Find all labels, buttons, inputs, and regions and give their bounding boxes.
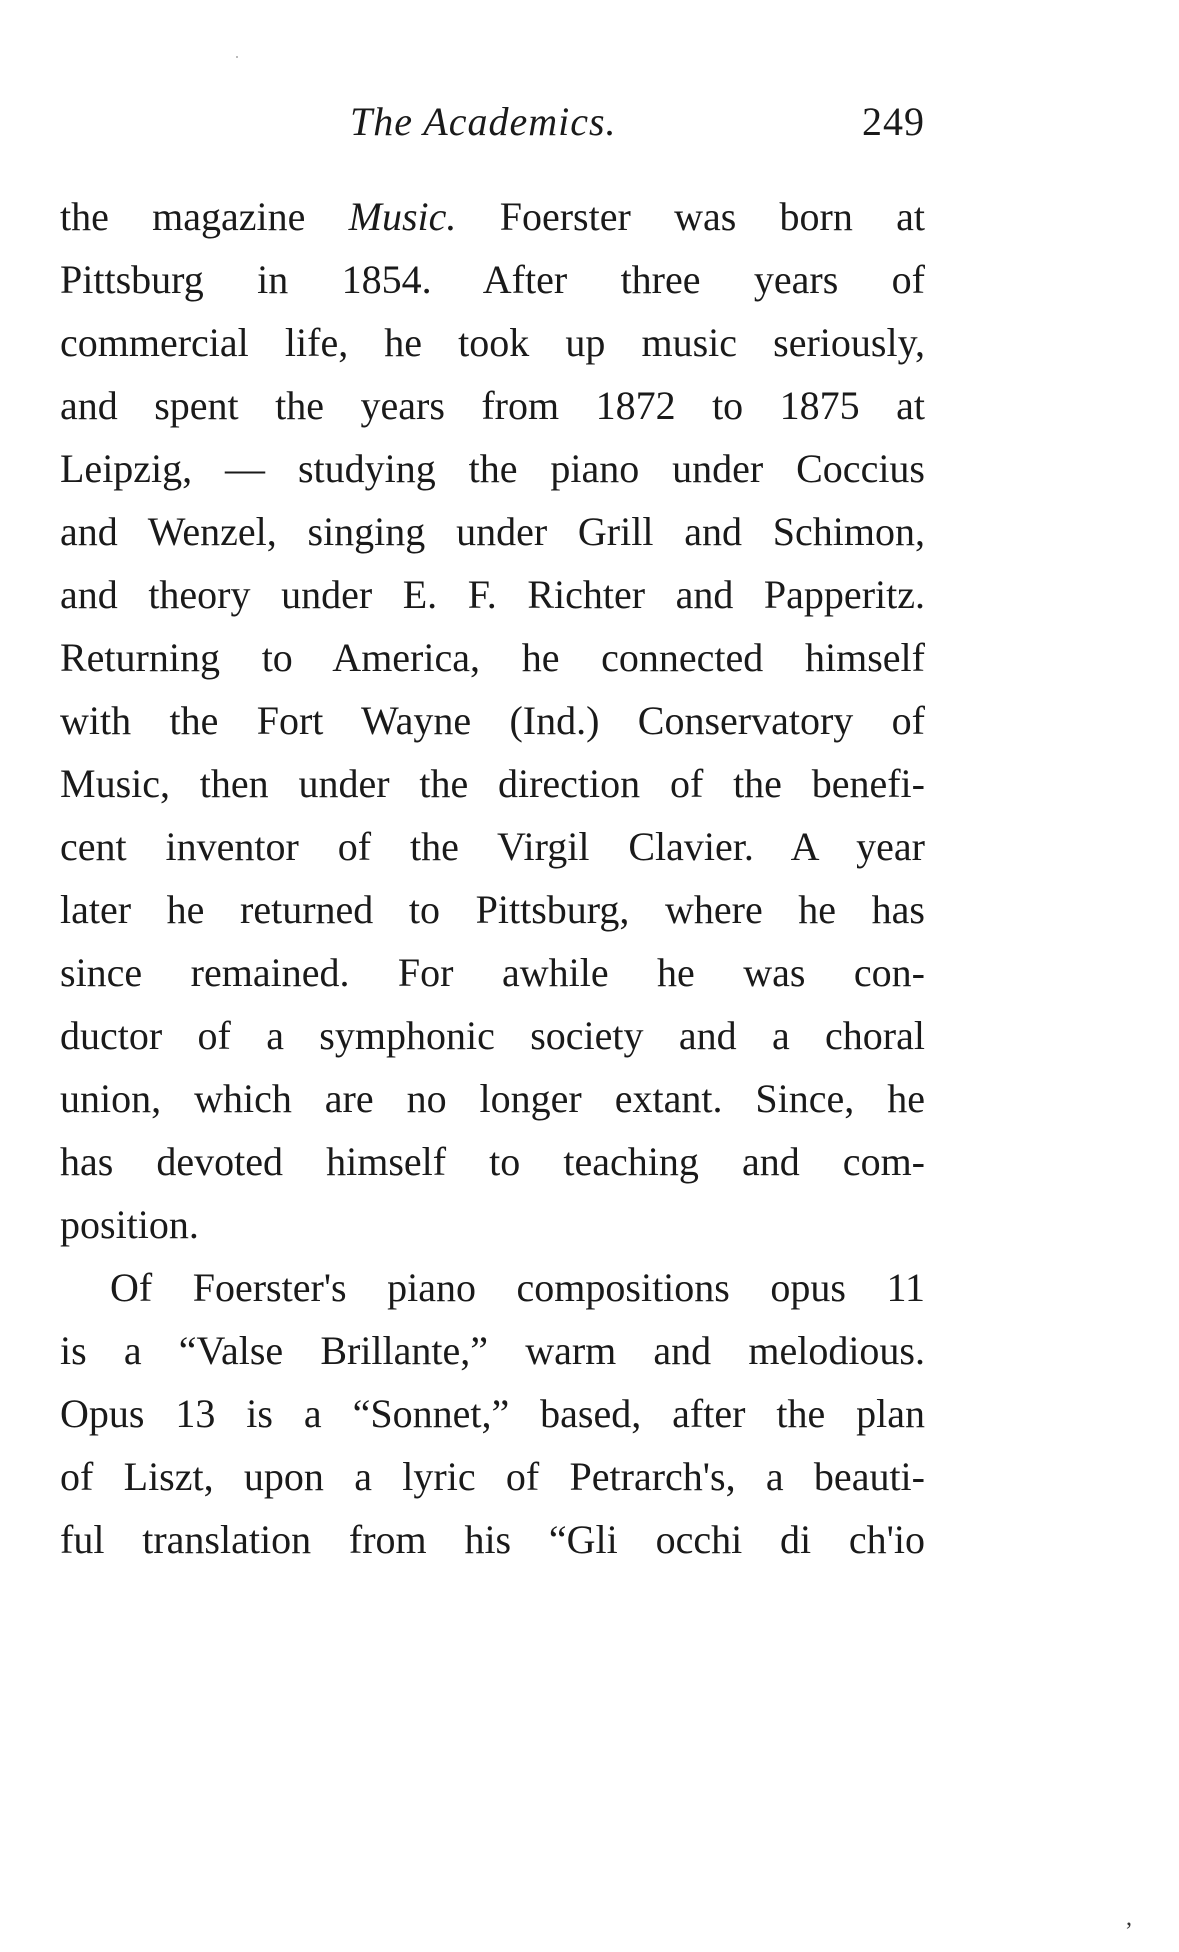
text-line: commercial life, he took up music seriously,	[60, 320, 925, 365]
text-line: has devoted himself to teaching and com-	[60, 1139, 925, 1184]
text-line: Opus 13 is a “Sonnet,” based, after the plan	[60, 1391, 925, 1436]
text-run: Foerster was born at	[456, 194, 926, 239]
text-line	[60, 185, 925, 248]
text-line: since remained. For awhile he was con-	[60, 950, 925, 995]
text-line: later he returned to Pittsburg, where he has	[60, 887, 925, 932]
text-line: Returning to America, he connected himself	[60, 635, 925, 680]
text-line: and Wenzel, singing under Grill and Schimon,	[60, 509, 925, 554]
text-line: of Liszt, upon a lyric of Petrarch's, a beauti-	[60, 1454, 925, 1499]
text-line: Music, then under the direction of the benefi-	[60, 761, 925, 806]
text-line: ductor of a symphonic society and a choral	[60, 1013, 925, 1058]
text-line: with the Fort Wayne (Ind.) Conservatory of	[60, 698, 925, 743]
page-header	[60, 98, 925, 148]
text-line: and spent the years from 1872 to 1875 at	[60, 383, 925, 428]
page-number: 249	[862, 99, 925, 144]
text-run: the magazine	[60, 194, 349, 239]
margin-mark: ,	[1126, 1905, 1132, 1931]
text-line: ful translation from his “Gli occhi di ch'io	[60, 1517, 925, 1562]
text-line: is a “Valse Brillante,” warm and melodious.	[60, 1328, 925, 1373]
running-title: The Academics.	[350, 99, 617, 144]
text-line: and theory under E. F. Richter and Papperitz.	[60, 572, 925, 617]
text-line: Of Foerster's piano compositions opus 11	[110, 1265, 925, 1310]
text-line: Pittsburg in 1854. After three years of	[60, 257, 925, 302]
text-line: cent inventor of the Virgil Clavier. A year	[60, 824, 925, 869]
paragraph-2	[60, 1256, 925, 1571]
paper-speck	[236, 56, 238, 58]
body-text	[60, 185, 925, 1571]
text-line: union, which are no longer extant. Since, he	[60, 1076, 925, 1121]
paragraph-1	[60, 185, 925, 1256]
text-line: Leipzig, — studying the piano under Coccius	[60, 446, 925, 491]
italic-title: Music.	[348, 194, 457, 239]
text-line: position.	[60, 1202, 199, 1247]
